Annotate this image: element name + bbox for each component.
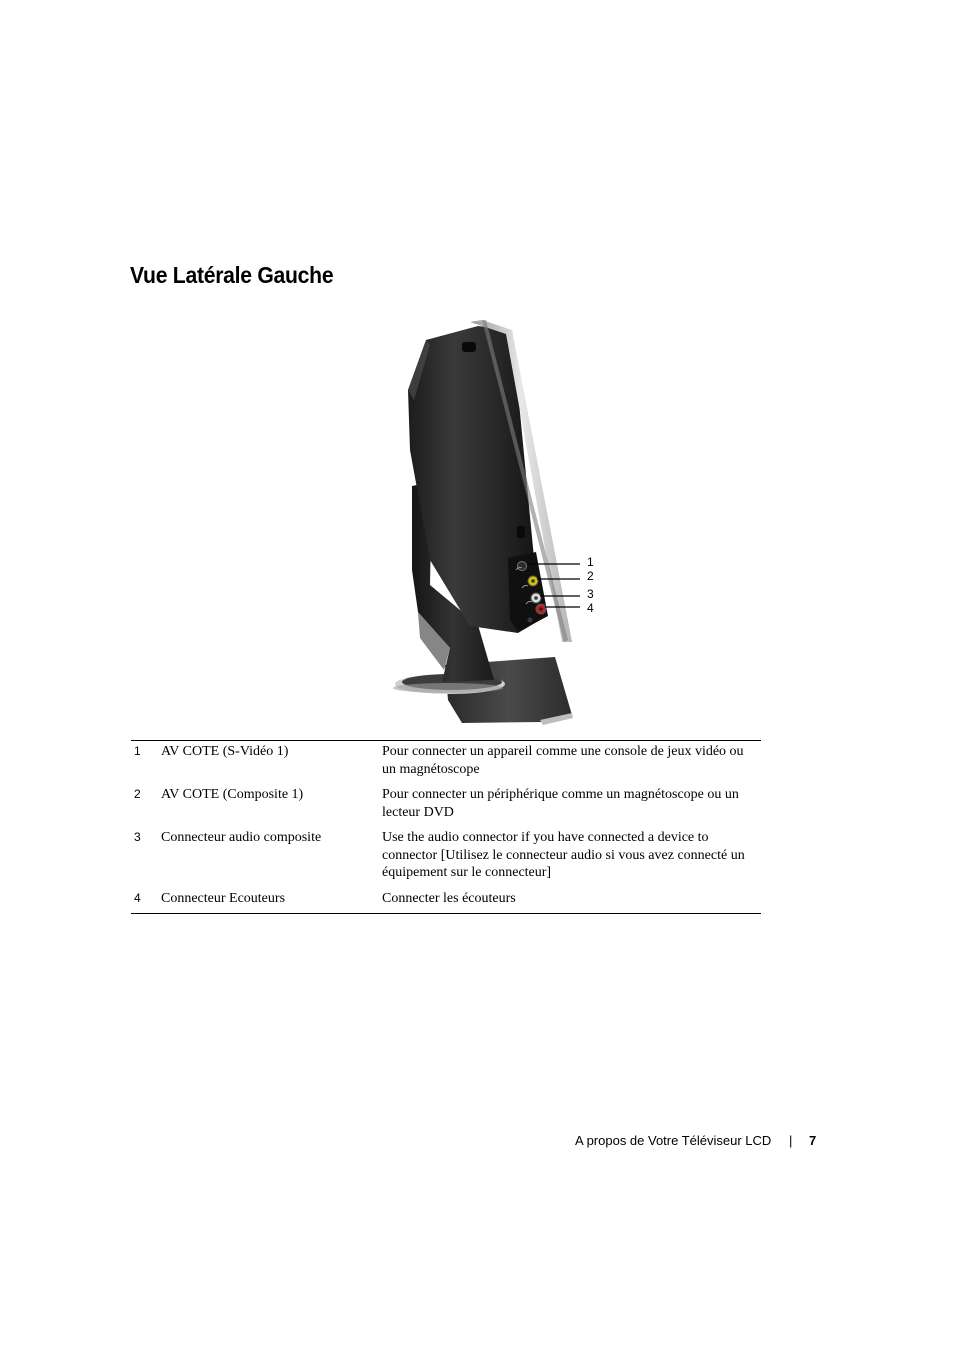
table-row — [131, 786, 761, 829]
table-row — [131, 890, 761, 914]
tv-side-view-figure — [390, 320, 580, 725]
connector-name: AV COTE (S-Vidéo 1) — [161, 744, 289, 759]
footer-section-title: A propos de Votre Téléviseur LCD — [575, 1133, 772, 1148]
page-footer — [575, 1133, 817, 1148]
connector-description: Pour connecter un périphérique comme un magnétoscope ou un lecteur DVD — [382, 787, 739, 820]
table-row — [131, 829, 761, 890]
connector-description: Use the audio connector if you have connected a device to connector [Utilisez le connecteur audio si vous avez connecté un équipement sur le connecteur] — [382, 830, 745, 880]
connector-name: AV COTE (Composite 1) — [161, 787, 304, 802]
connector-name: Connecteur Ecouteurs — [161, 890, 286, 906]
row-number: 2 — [134, 787, 141, 801]
callout-2: 2 — [587, 569, 594, 583]
connector-table — [131, 740, 761, 914]
footer-separator: | — [789, 1133, 793, 1148]
tv-side-view-illustration — [390, 320, 580, 725]
row-number: 3 — [134, 830, 141, 844]
connector-description: Connecter les écouteurs — [382, 890, 516, 906]
page-number: 7 — [809, 1133, 817, 1148]
row-number: 4 — [134, 890, 141, 905]
callout-4: 4 — [587, 601, 594, 615]
connector-description: Pour connecter un appareil comme une console de jeux vidéo ou un magnétoscope — [382, 744, 744, 777]
callout-1: 1 — [587, 555, 594, 569]
callout-3: 3 — [587, 587, 594, 601]
row-number: 1 — [134, 744, 141, 758]
connector-name: Connecteur audio composite — [161, 830, 322, 845]
table-row — [131, 741, 761, 787]
page-title: Vue Latérale Gauche — [130, 262, 334, 288]
